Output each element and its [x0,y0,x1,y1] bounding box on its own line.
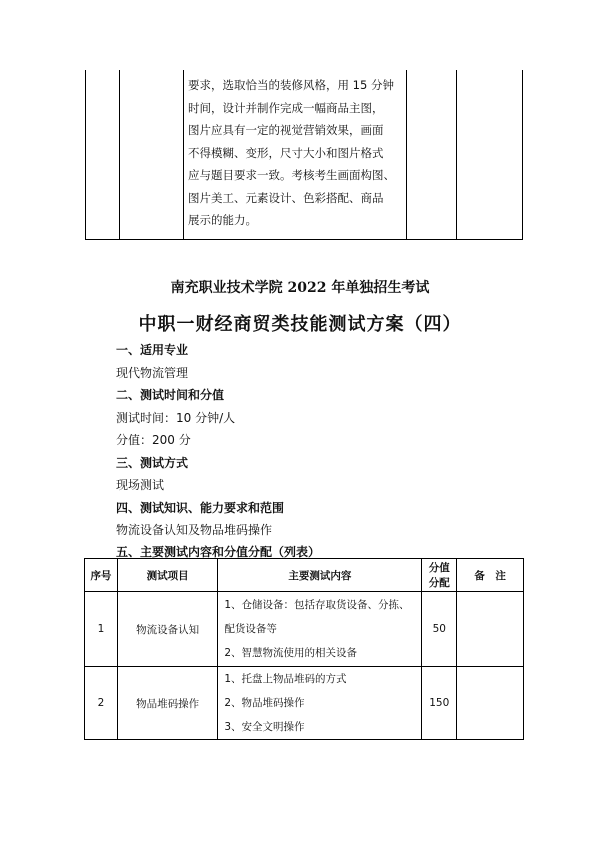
header-score-line: 分值 [428,562,450,574]
page-title: 中职一财经商贸类技能测试方案（四） [138,314,462,335]
row-item: 物流设备认知 [117,592,218,667]
text-line: 展示的能力。 [188,213,257,227]
section-text-4: 物流设备认知及物品堆码操作 [116,523,273,537]
text-line: 应与题目要求一致。考核考生画面构图、 [188,168,395,182]
content-line: 2、物品堆码操作 [224,697,305,709]
row-remark [457,592,524,667]
header-item: 测试项目 [117,559,218,592]
text-line: 图片美工、元素设计、色彩搭配、商品 [188,190,384,205]
section-heading-2: 二、测试时间和分值 [116,388,225,402]
header-no: 序号 [85,559,118,592]
row-no: 2 [85,667,118,740]
header-score-line: 分配 [428,577,450,589]
row-content [218,592,422,667]
row-item: 物品堆码操作 [117,667,218,740]
table-divider [119,70,120,239]
row-score: 150 [422,667,457,740]
section-heading-3: 三、测试方式 [116,456,189,470]
test-content-table [84,558,524,740]
table-header-row [85,559,524,592]
text-line: 不得模糊、变形，尺寸大小和图片格式 [188,145,384,160]
continued-table [85,70,523,240]
section-heading-5: 五、主要测试内容和分值分配（列表） [116,545,321,559]
section-heading-4: 四、测试知识、能力要求和范围 [116,501,285,515]
row-content [218,667,422,740]
row-remark [457,667,524,740]
content-line: 2、智慧物流使用的相关设备 [224,647,358,659]
table-row [85,667,524,740]
table-divider [183,70,184,239]
text-line: 时间，设计并制作完成一幅商品主图， [188,100,384,115]
header-content: 主要测试内容 [218,559,422,592]
section-text-1: 现代物流管理 [116,366,189,380]
header-score [422,559,457,592]
section-heading-1: 一、适用专业 [116,343,189,357]
continued-cell-text [188,74,402,232]
row-score: 50 [422,592,457,667]
text-line: 要求，选取恰当的装修风格，用 15 分钟 [188,78,394,92]
content-line: 配货设备等 [224,623,277,635]
header-remark: 备 注 [457,559,524,592]
table-divider [406,70,407,239]
section-text-3: 现场测试 [116,478,165,492]
text-line: 图片应具有一定的视觉营销效果，画面 [188,123,384,137]
score-text: 分值：200 分 [116,433,191,447]
content-line: 1、仓储设备：包括存取货设备、分拣、 [224,599,410,611]
row-no: 1 [85,592,118,667]
school-title: 南充职业技术学院 2022 年单独招生考试 [170,280,430,296]
content-line: 3、安全文明操作 [224,721,305,733]
test-time-text: 测试时间：10 分钟/人 [116,411,236,425]
content-line: 1、托盘上物品堆码的方式 [224,673,347,685]
table-row [85,592,524,667]
table-divider [456,70,457,239]
